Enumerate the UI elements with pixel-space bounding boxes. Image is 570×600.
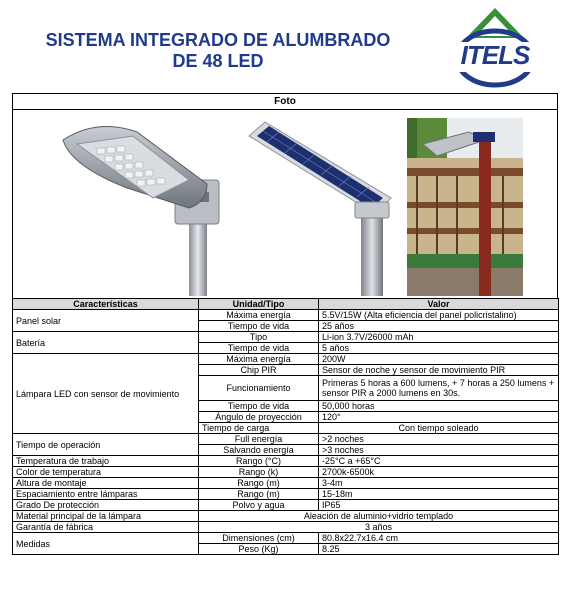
unit-cell: Ángulo de proyección xyxy=(199,412,319,423)
table-row xyxy=(13,467,559,478)
value-cell: 120° xyxy=(319,412,559,423)
feature-operation-time: Tiempo de operación xyxy=(13,434,199,456)
unit-cell: Peso (Kg) xyxy=(199,544,319,555)
value-cell: Primeras 5 horas a 600 lumens, + 7 horas a 250 lumens + sensor PIR a 2000 lumens en 30s. xyxy=(319,376,559,401)
unit-cell: Dimensiones (cm) xyxy=(199,533,319,544)
feature-cell: Temperatura de trabajo xyxy=(13,456,199,467)
value-cell: 8.25 xyxy=(319,544,559,555)
header-unit: Unidad/Tipo xyxy=(199,299,319,310)
feature-battery: Batería xyxy=(13,332,199,354)
led-lamp-photo xyxy=(57,118,237,296)
header-value: Valor xyxy=(319,299,559,310)
unit-cell: Máxima energía xyxy=(199,354,319,365)
value-cell: Sensor de noche y sensor de movimiento PIR xyxy=(319,365,559,376)
value-cell: Aleación de aluminio+vidrio templado xyxy=(199,511,559,522)
unit-cell: Polvo y agua xyxy=(199,500,319,511)
value-cell: 15-18m xyxy=(319,489,559,500)
unit-cell: Salvando energía xyxy=(199,445,319,456)
unit-cell: Funcionamiento xyxy=(199,376,319,401)
feature-cell: Grado De protección xyxy=(13,500,199,511)
value-cell: 3-4m xyxy=(319,478,559,489)
solar-panel-photo xyxy=(239,118,409,296)
feature-measures: Medidas xyxy=(13,533,199,555)
unit-cell: Tiempo de vida xyxy=(199,321,319,332)
table-row xyxy=(13,500,559,511)
unit-cell: Tiempo de vida xyxy=(199,401,319,412)
table-row xyxy=(13,478,559,489)
table-row xyxy=(13,354,559,365)
value-cell: 5.5V/15W (Alta eficiencia del panel policristalino) xyxy=(319,310,559,321)
title-line-1: SISTEMA INTEGRADO DE ALUMBRADO xyxy=(45,30,391,50)
feature-cell: Altura de montaje xyxy=(13,478,199,489)
photo-area xyxy=(12,110,558,298)
title-line-2: DE 48 LED xyxy=(172,51,264,71)
value-cell: 50,000 horas xyxy=(319,401,559,412)
table-row xyxy=(13,456,559,467)
unit-cell: Con tiempo soleado xyxy=(319,423,559,434)
table-row xyxy=(13,332,559,343)
feature-solar-panel: Panel solar xyxy=(13,310,199,332)
feature-led-lamp: Lámpara LED con sensor de movimiento xyxy=(13,354,199,434)
itels-logo xyxy=(452,6,538,90)
unit-cell: Chip PIR xyxy=(199,365,319,376)
table-header-row xyxy=(13,299,559,310)
value-cell: 200W xyxy=(319,354,559,365)
unit-cell: Rango (k) xyxy=(199,467,319,478)
logo-text: ITELS xyxy=(460,40,530,70)
value-cell: IP65 xyxy=(319,500,559,511)
unit-cell: Tiempo de vida xyxy=(199,343,319,354)
unit-cell: Rango (°C) xyxy=(199,456,319,467)
unit-cell: Máxima energía xyxy=(199,310,319,321)
value-cell: 3 años xyxy=(199,522,559,533)
document-header xyxy=(0,0,570,92)
feature-material: Material principal de la lámpara xyxy=(13,511,199,522)
feature-warranty: Garantía de fábrica xyxy=(13,522,199,533)
value-cell: >3 noches xyxy=(319,445,559,456)
table-row xyxy=(13,489,559,500)
unit-cell: Rango (m) xyxy=(199,478,319,489)
feature-charge-time: Tiempo de carga xyxy=(199,423,319,434)
specifications-table xyxy=(12,298,559,555)
table-row xyxy=(13,522,559,533)
unit-cell: Full energía xyxy=(199,434,319,445)
unit-cell: Rango (m) xyxy=(199,489,319,500)
header-features: Características xyxy=(13,299,199,310)
feature-cell: Espaciamiento entre lámparas xyxy=(13,489,199,500)
unit-cell: Tipo xyxy=(199,332,319,343)
installed-lamp-photo xyxy=(407,118,523,296)
value-cell: >2 noches xyxy=(319,434,559,445)
value-cell: 2700k-6500k xyxy=(319,467,559,478)
document-title xyxy=(38,30,398,72)
table-row xyxy=(13,310,559,321)
value-cell: Li-ion 3.7V/26000 mAh xyxy=(319,332,559,343)
value-cell: 80.8x22.7x16.4 cm xyxy=(319,533,559,544)
value-cell: 5 años xyxy=(319,343,559,354)
photo-section-label: Foto xyxy=(12,93,558,110)
feature-cell: Color de temperatura xyxy=(13,467,199,478)
table-row xyxy=(13,533,559,544)
value-cell: 25 años xyxy=(319,321,559,332)
value-cell: -25°C a +65°C xyxy=(319,456,559,467)
table-row xyxy=(13,511,559,522)
table-row xyxy=(13,434,559,445)
